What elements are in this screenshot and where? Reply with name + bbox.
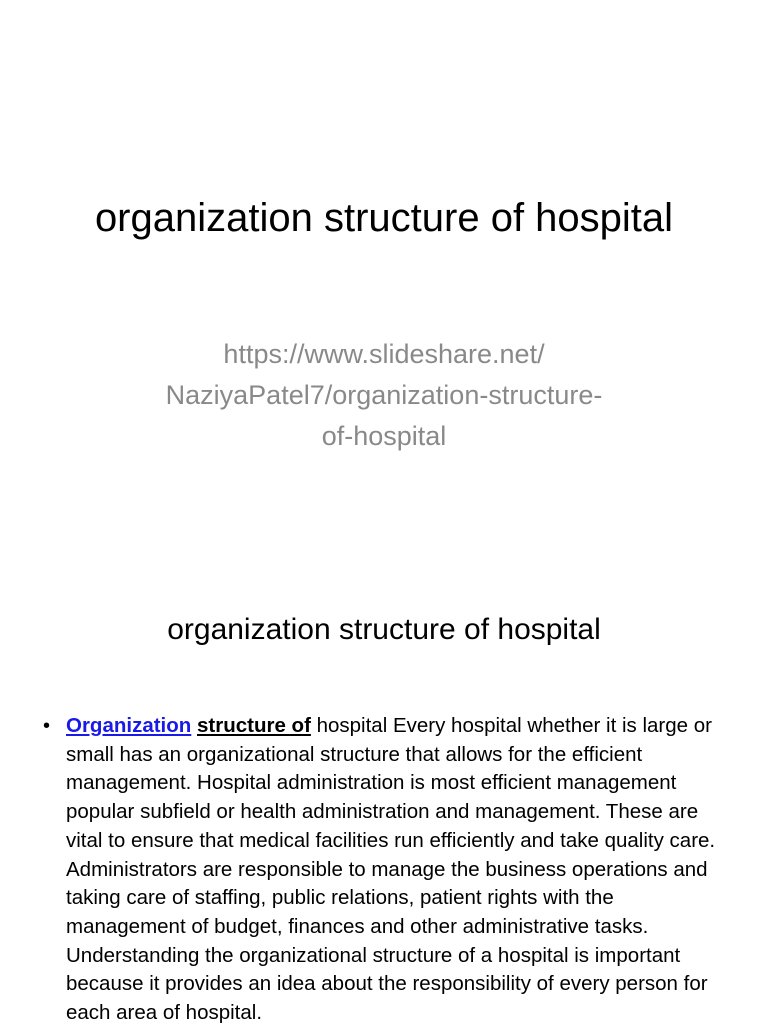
organization-link[interactable]: Organization bbox=[66, 714, 192, 737]
bullet-strong-text: structure of bbox=[197, 714, 311, 737]
bullet-marker: • bbox=[43, 715, 51, 737]
subtitle-line: of-hospital bbox=[321, 421, 447, 451]
bullet-list bbox=[40, 712, 730, 1024]
slide-title: organization structure of hospital bbox=[94, 196, 674, 240]
bullet-item bbox=[40, 712, 730, 1024]
subtitle-line: NaziyaPatel7/organization-structure- bbox=[165, 380, 603, 410]
subtitle-line: https://www.slideshare.net/ bbox=[223, 339, 545, 369]
content-slide bbox=[0, 560, 768, 1024]
bullet-body-text: hospital Every hospital whether it is large or small has an organizational structure that allows for the efficient management. Hospital administration is most efficient management popular subfield or health administration and management. These are vital to ensure that medical facilities run efficiently and take quality care. Administrators are responsible to manage the business operations and taking care of staffing, public relations, patient rights with the management of budget, finances and other administrative tasks. Understanding the organizational structure of a hospital is important because it provides an idea about the responsibility of every person for each area of hospital. bbox=[66, 714, 716, 1024]
slide-subtitle-url bbox=[110, 334, 658, 457]
slide-title: organization structure of hospital bbox=[167, 613, 601, 646]
